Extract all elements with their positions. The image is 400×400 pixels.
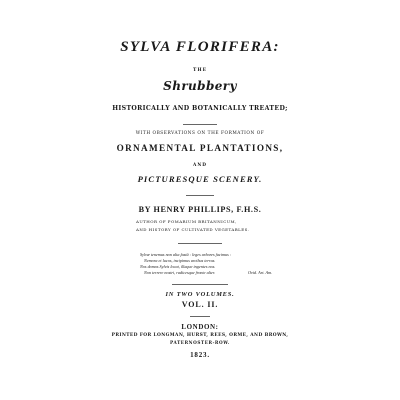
divider-rule-imprint — [190, 316, 210, 317]
imprint-printer: PRINTED FOR LONGMAN, HURST, REES, ORME, AND BROWN, — [111, 333, 289, 338]
epigraph-line-4: Non terrere nostri, radicesque fronte alter. — [144, 270, 216, 275]
author-line: BY HENRY PHILLIPS, F.H.S. — [138, 205, 262, 214]
subject-shrubbery: Shrubbery — [163, 79, 237, 93]
subtitle-ornamental: ORNAMENTAL PLANTATIONS, — [116, 143, 284, 153]
subtitle-treated: HISTORICALLY AND BOTANICALLY TREATED; — [112, 105, 288, 112]
article-the: THE — [192, 68, 208, 73]
epigraph-line-1: Sylvæ tenemus non alta fastû : leges arbores facimus : — [140, 252, 232, 257]
divider-rule-lower — [172, 284, 228, 285]
divider-rule-middle — [186, 195, 214, 196]
subtitle-picturesque: PICTURESQUE SCENERY. — [137, 174, 263, 184]
volumes-line: IN TWO VOLUMES. — [165, 291, 235, 298]
author-credit-2: AND HISTORY OF CULTIVATED VEGETABLES. — [136, 227, 250, 232]
author-credit-1: AUTHOR OF POMARIUM BRITANNICUM, — [136, 219, 237, 224]
volume-number: VOL. II. — [181, 300, 219, 309]
divider-rule-epigraph — [178, 243, 222, 244]
imprint-year: 1823. — [190, 351, 210, 359]
epigraph-line-2: Nemora et lucos, incipimus arcibus terras. — [144, 258, 216, 263]
divider-rule-upper — [183, 124, 217, 125]
subtitle-with-observations: WITH OBSERVATIONS ON THE FORMATION OF — [135, 131, 265, 136]
conjunction-and: AND — [193, 163, 207, 168]
epigraph-attribution: Ovid. Art. Am. — [248, 270, 273, 275]
book-title: SYLVA FLORIFERA: — [120, 39, 280, 55]
epigraph-line-3: Nos domos Sylvis locat, illaque ingentes nos. — [140, 264, 216, 269]
imprint-address: PATERNOSTER-ROW. — [170, 340, 230, 345]
imprint-place: LONDON: — [181, 323, 219, 331]
